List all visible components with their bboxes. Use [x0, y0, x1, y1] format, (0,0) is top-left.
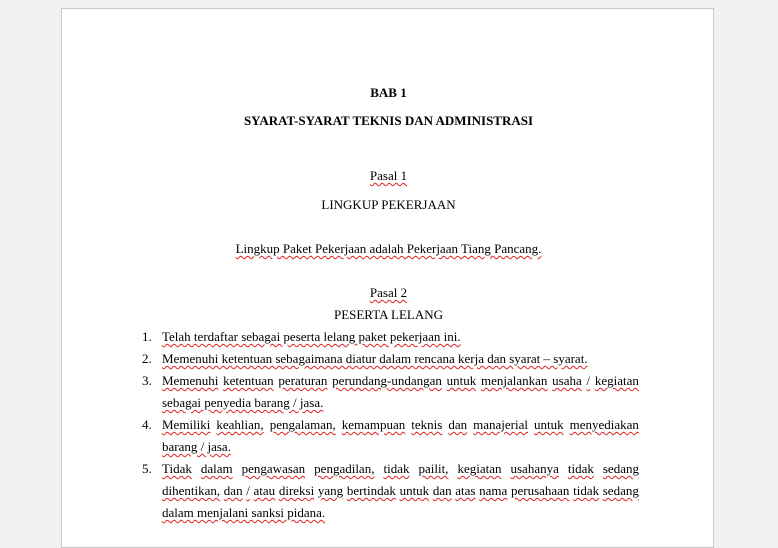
list-item-line: Memiliki keahlian, pengalaman, kemampuan teknis dan manajerial untuk menyediakan: [162, 417, 639, 432]
list-item-text: [162, 370, 639, 414]
pasal-1-heading: LINGKUP PEKERJAAN: [321, 197, 456, 212]
list-item-line: dalam menjalani sanksi pidana.: [162, 505, 326, 520]
chapter-subtitle: SYARAT-SYARAT TEKNIS DAN ADMINISTRASI: [243, 113, 534, 128]
list-item-line: sebagai penyedia barang / jasa.: [162, 395, 324, 410]
list-item-line: dihentikan, dan / atau direksi yang bertindak untuk dan atas nama perusahaan tidak sedang: [162, 483, 639, 498]
list-item-line: Tidak dalam pengawasan pengadilan, tidak pailit, kegiatan usahanya tidak sedang: [162, 461, 639, 476]
list-item-number: 2.: [142, 351, 152, 366]
document-page[interactable]: [61, 8, 714, 548]
pasal-2-heading: PESERTA LELANG: [333, 307, 444, 322]
list-item-number: 4.: [142, 417, 152, 432]
list-item-line: Memenuhi ketentuan peraturan perundang-undangan untuk menjalankan usaha / kegiatan: [162, 373, 639, 388]
list-item-number: 3.: [142, 373, 152, 388]
list-item-line: Memenuhi ketentuan sebagaimana diatur dalam rencana kerja dan syarat – syarat.: [162, 351, 588, 366]
list-item-number: 1.: [142, 329, 152, 344]
list-item-text: [162, 326, 639, 348]
chapter-title: BAB 1: [370, 85, 407, 100]
list-item-text: [162, 348, 639, 370]
list-item-line: barang / jasa.: [162, 439, 231, 454]
pasal-1-body: Lingkup Paket Pekerjaan adalah Pekerjaan Tiang Pancang.: [235, 241, 542, 256]
list-item-text: [162, 414, 639, 458]
pasal-1-label: Pasal 1: [369, 168, 408, 183]
list-item-text: [162, 458, 639, 524]
pasal-2-label: Pasal 2: [369, 285, 408, 300]
list-item-line: Telah terdaftar sebagai peserta lelang paket pekerjaan ini.: [162, 329, 461, 344]
list-item-number: 5.: [142, 461, 152, 476]
